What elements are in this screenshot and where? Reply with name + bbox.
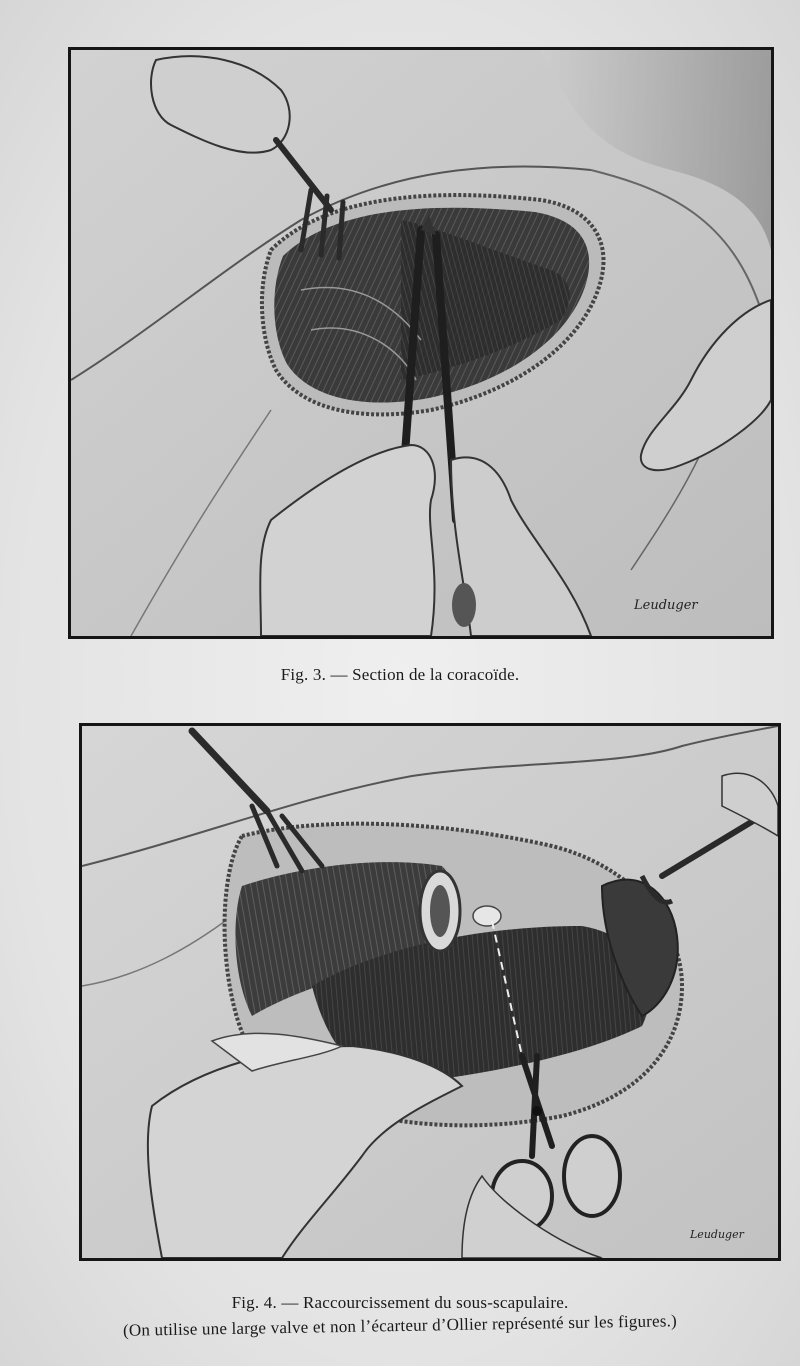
figure-4-signature: Leuduger: [690, 1228, 744, 1241]
figure-4-caption-line1: Fig. 4. — Raccourcissement du sous-scapulaire.: [231, 1293, 569, 1312]
figure-4-drawing: [82, 726, 778, 1258]
figure-4-illustration: [79, 723, 781, 1261]
figure-4-caption-line2: (On utilise une large valve et non l’écarteur d’Ollier représenté sur les figures.): [122, 1311, 678, 1340]
figure-3-illustration: [68, 47, 774, 639]
figure-3-caption: Fig. 3. — Section de la coracoïde.: [280, 665, 520, 684]
figure-3-signature: Leuduger: [634, 598, 698, 613]
figure-3-drawing: [71, 50, 771, 636]
